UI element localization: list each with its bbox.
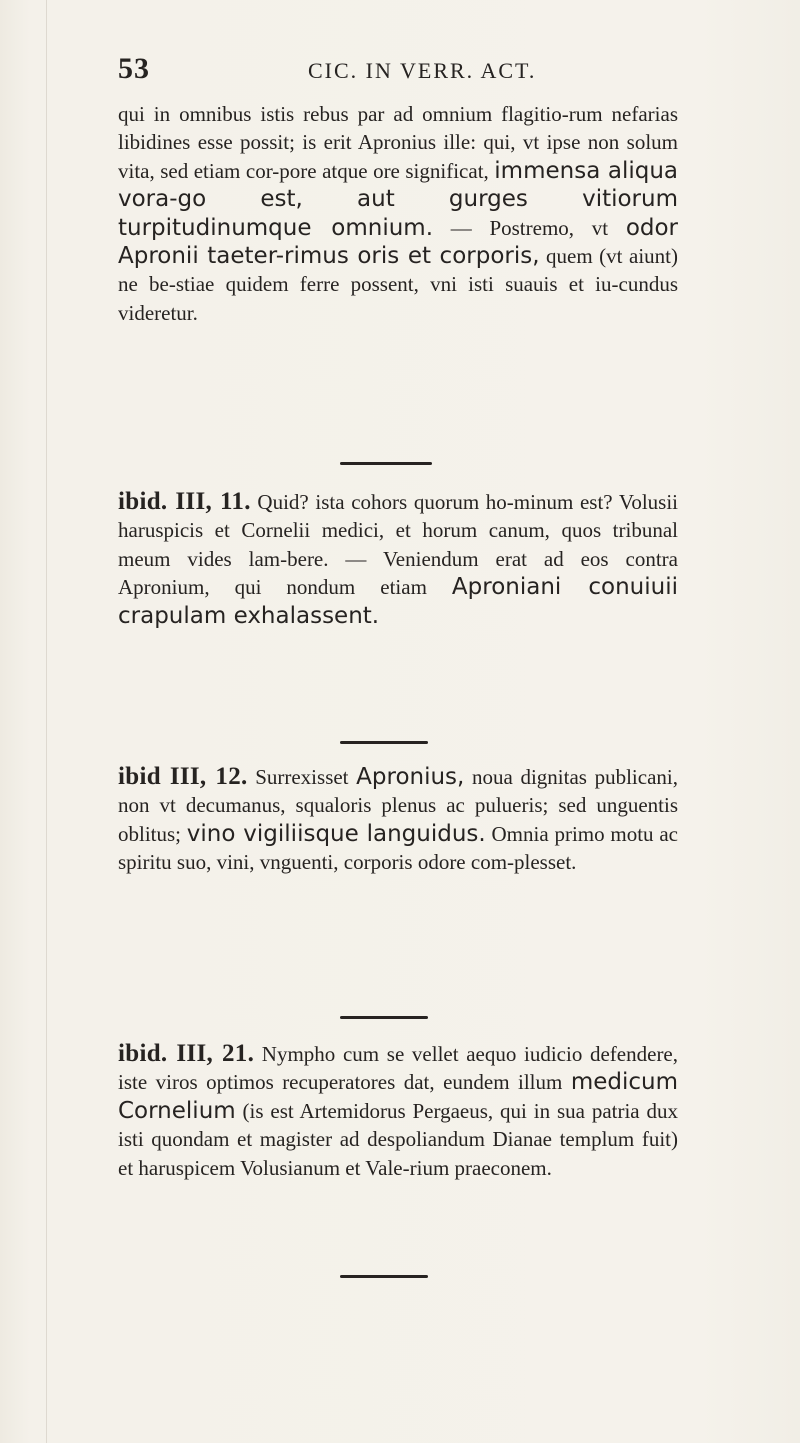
page-header: [118, 52, 678, 92]
paragraph: [118, 488, 678, 630]
paragraph: [118, 763, 678, 877]
section-divider: [340, 741, 428, 744]
text-run: quem (vt aiunt) ne be-stiae quidem ferre possent, vni isti suauis et iu-cundus videretur.: [118, 244, 678, 325]
text-run: (is est Artemidorus Pergaeus, qui in sua patria dux isti quondam et magister ad despoliandum Dianae templum fuit) et haruspicem Volusianum et Vale-rium praeconem.: [118, 1098, 678, 1180]
text-run: Omnia primo motu ac spiritu suo, vini, vnguenti, corporis odore com-plesset.: [118, 821, 678, 875]
text-run: Quid? ista cohors quorum ho-minum est? Volusii haruspicis et Cornelii medici, et horum canum, quos tribunal meum vides lam-bere. — Veniendum erat ad eos contra Apronium, qui nondum etiam: [118, 490, 678, 600]
section-divider: [340, 462, 432, 465]
text-run: Nympho cum se vellet aequo iudicio defendere, iste viros optimos recuperatores dat, eundem illum: [118, 1042, 679, 1095]
text-block-3: [118, 763, 678, 877]
section-divider: [340, 1275, 428, 1278]
text-run: qui in omnibus istis rebus par ad omnium flagitio-rum nefarias libidines esse possit; is erit Apronius ille: qui, vt ipse non solum vita, sed etiam cor-pore atque ore significat,: [118, 102, 678, 183]
emphasized-phrase: immensa aliqua vora-go est, aut gurges vitiorum turpitudinumque omnium.: [118, 157, 678, 241]
citation: ibid III, 12.: [118, 763, 248, 790]
emphasized-phrase: odor Apronii taeter-rimus oris et corporis,: [118, 214, 679, 270]
citation: ibid. III, 11.: [118, 488, 251, 515]
citation: ibid. III, 21.: [118, 1040, 255, 1067]
paragraph: [118, 100, 678, 327]
emphasized-phrase: Aproniani conuiuii crapulam exhalassent.: [118, 574, 678, 629]
running-head: CIC. IN VERR. ACT.: [308, 58, 537, 83]
paragraph: [118, 1040, 678, 1182]
text-run: noua dignitas publicani, non vt decumanus, squaloris plenus ac pulueris; sed unguentis oblitus;: [118, 765, 678, 846]
text-run: Surrexisset: [247, 765, 357, 789]
section-divider: [340, 1016, 428, 1019]
page-fold-line: [46, 0, 47, 1443]
emphasized-phrase: medicum Cornelium: [118, 1069, 678, 1124]
emphasized-phrase: Apronius,: [356, 764, 465, 790]
text-block-4: [118, 1040, 678, 1182]
emphasized-phrase: vino vigiliisque languidus.: [186, 820, 486, 847]
text-run: — Postremo, vt: [433, 215, 626, 240]
text-block-2: [118, 488, 678, 630]
page-number: 53: [118, 52, 150, 85]
text-block-1: [118, 100, 678, 327]
